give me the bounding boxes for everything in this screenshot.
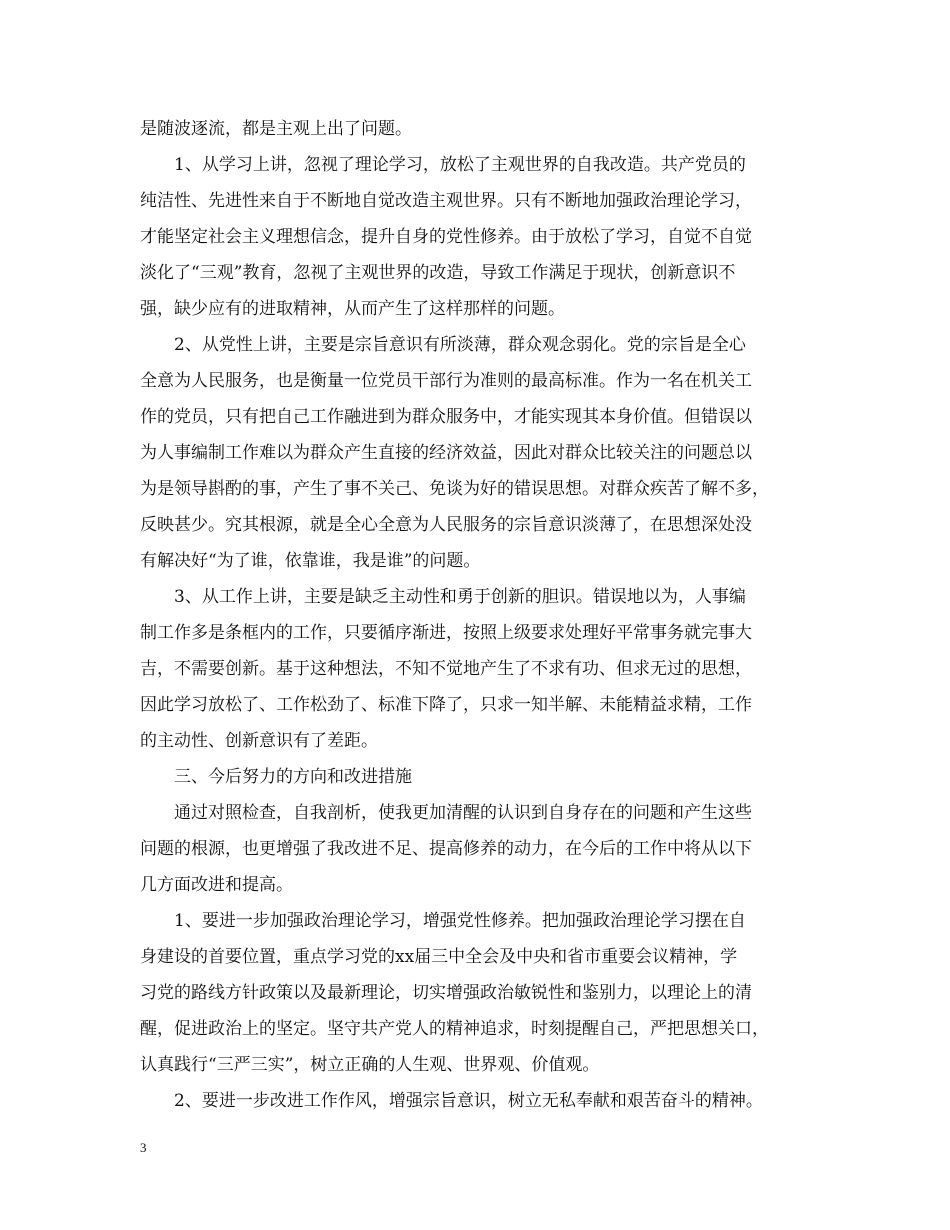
- text-line: 的主动性、创新意识有了差距。: [140, 731, 378, 751]
- text-line: 2、要进一步改进工作作风，增强宗旨意识，树立无私奉献和艰苦奋斗的精神。: [174, 1091, 763, 1111]
- text-line: 身建设的首要位置，重点学习党的xx届三中全会及中央和省市重要会议精神，学: [140, 947, 738, 967]
- text-line: 才能坚定社会主义理想信念，提升自身的党性修养。由于放松了学习，自觉不自觉: [140, 227, 752, 247]
- text-line: 2、从党性上讲，主要是宗旨意识有所淡薄，群众观念弱化。党的宗旨是全心: [174, 335, 746, 355]
- text-line: 为人事编制工作难以为群众产生直接的经济效益，因此对群众比较关注的问题总以: [140, 443, 752, 463]
- text-line: 反映甚少。究其根源，就是全心全意为人民服务的宗旨意识淡薄了，在思想深处没: [140, 515, 752, 535]
- text-line: 因此学习放松了、工作松劲了、标准下降了，只求一知半解、未能精益求精，工作: [140, 695, 752, 715]
- text-line: 吉，不需要创新。基于这种想法，不知不觉地产生了不求有功、但求无过的思想，: [140, 659, 752, 679]
- text-line: 问题的根源，也更增强了我改进不足、提高修养的动力，在今后的工作中将从以下: [140, 839, 752, 859]
- text-line: 纯洁性、先进性来自于不断地自觉改造主观世界。只有不断地加强政治理论学习，: [140, 191, 752, 211]
- text-line: 为是领导斟酌的事，产生了事不关己、免谈为好的错误思想。对群众疾苦了解不多，: [140, 479, 769, 499]
- text-line: 通过对照检查，自我剖析，使我更加清醒的认识到自身存在的问题和产生这些: [174, 803, 752, 823]
- text-line: 认真践行“三严三实”，树立正确的人生观、世界观、价值观。: [140, 1055, 600, 1075]
- text-line: 习党的路线方针政策以及最新理论，切实增强政治敏锐性和鉴别力，以理论上的清: [140, 983, 752, 1003]
- text-line: 是随波逐流，都是主观上出了问题。: [140, 119, 412, 139]
- text-line: 1、要进一步加强政治理论学习，增强党性修养。把加强政治理论学习摆在自: [174, 911, 746, 931]
- page-number: 3: [140, 1140, 147, 1155]
- text-line: 醒，促进政治上的坚定。坚守共产党人的精神追求，时刻提醒自己，严把思想关口，: [140, 1019, 769, 1039]
- text-line: 全意为人民服务，也是衡量一位党员干部行为准则的最高标准。作为一名在机关工: [140, 371, 752, 391]
- section-heading: 三、今后努力的方向和改进措施: [174, 767, 412, 787]
- text-line: 1、从学习上讲，忽视了理论学习，放松了主观世界的自我改造。共产党员的: [174, 155, 746, 175]
- text-line: 作的党员，只有把自己工作融进到为群众服务中，才能实现其本身价值。但错误以: [140, 407, 752, 427]
- text-line: 强，缺少应有的进取精神，从而产生了这样那样的问题。: [140, 299, 565, 319]
- text-line: 几方面改进和提高。: [140, 875, 293, 895]
- text-line: 制工作多是条框内的工作，只要循序渐进，按照上级要求处理好平常事务就完事大: [140, 623, 752, 643]
- text-line: 3、从工作上讲，主要是缺乏主动性和勇于创新的胆识。错误地以为，人事编: [174, 587, 746, 607]
- text-line: 淡化了“三观”教育，忽视了主观世界的改造，导致工作满足于现状，创新意识不: [140, 263, 736, 283]
- text-line: 有解决好“为了谁，依靠谁，我是谁”的问题。: [140, 551, 481, 571]
